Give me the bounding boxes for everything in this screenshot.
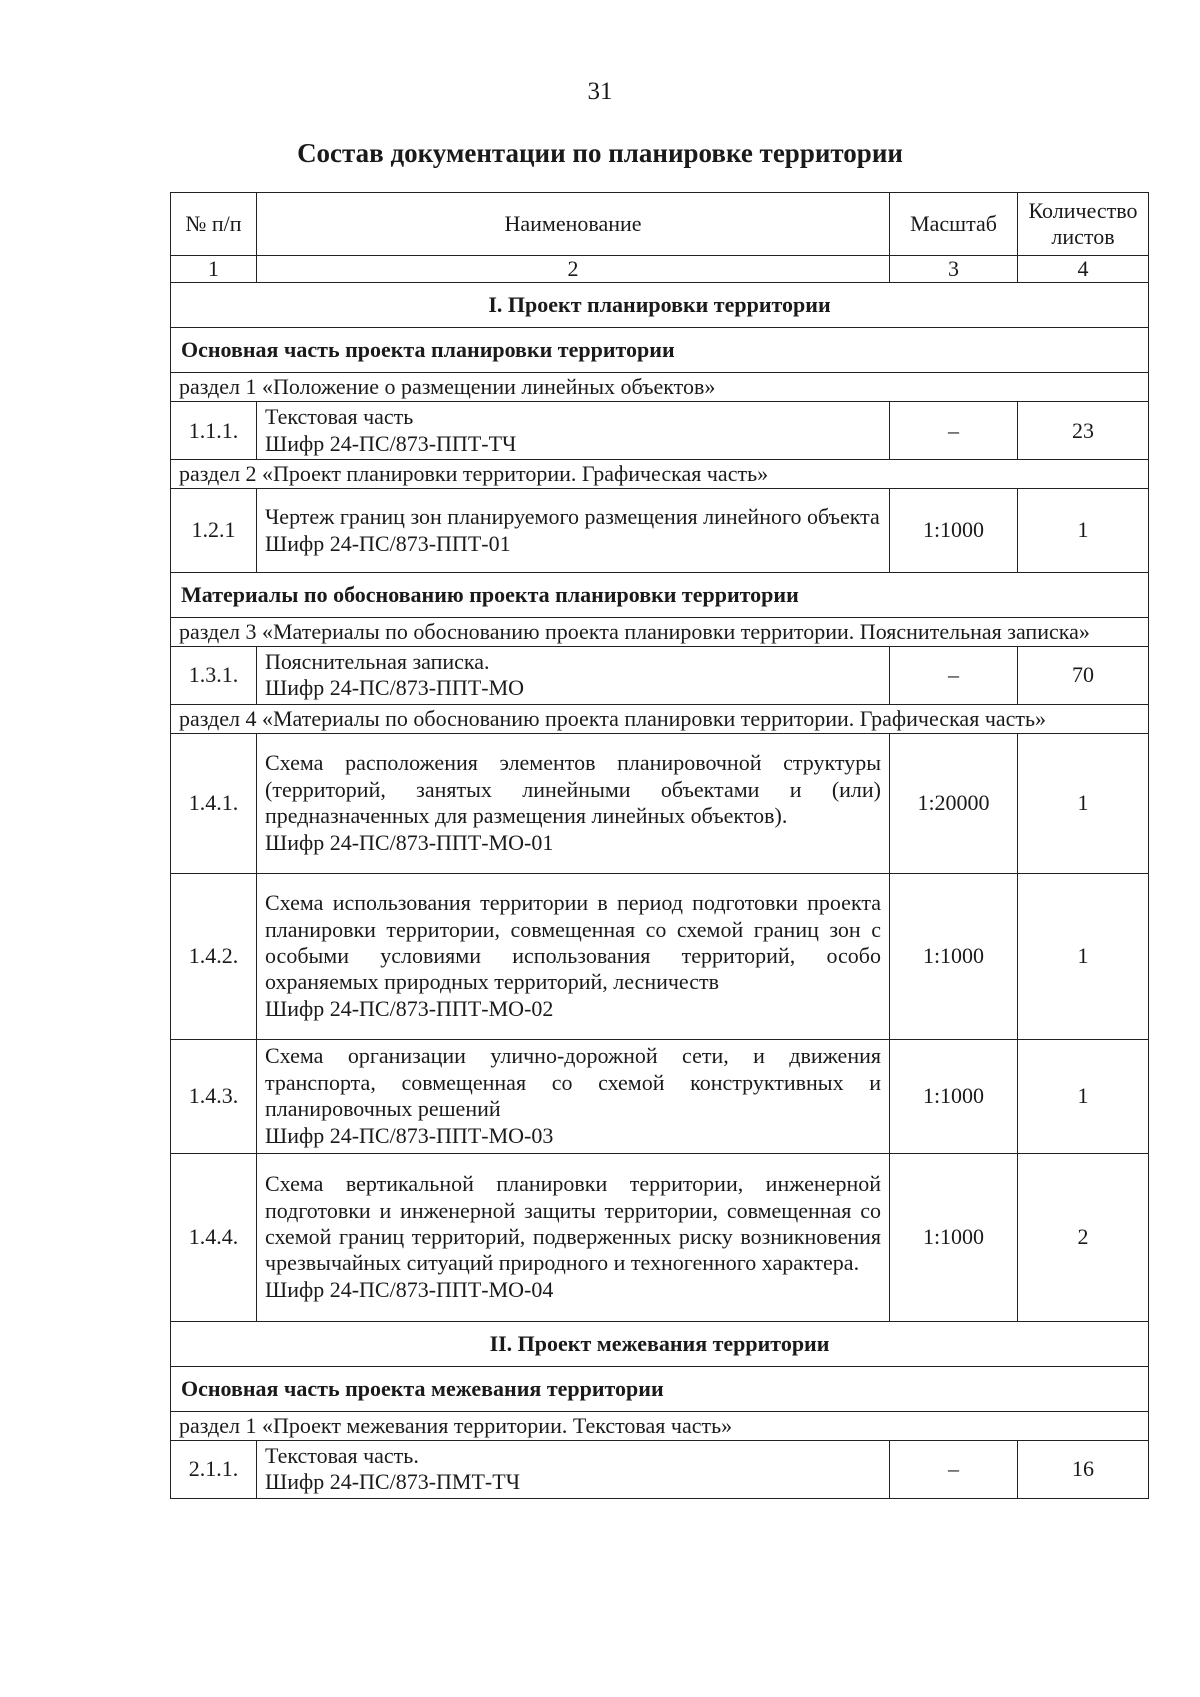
column-number: 1 <box>171 256 257 283</box>
row-cipher: Шифр 24-ПС/873-ППТ-01 <box>265 530 511 556</box>
table-row <box>171 733 1149 873</box>
table-row <box>171 873 1149 1039</box>
row-scale: – <box>890 647 1018 705</box>
subpart-heading-row <box>171 328 1149 373</box>
table-header-row <box>171 193 1149 256</box>
row-scale: – <box>890 1440 1018 1498</box>
row-cipher: Шифр 24-ПС/873-ПМТ-ТЧ <box>265 1469 520 1495</box>
row-number: 1.4.4. <box>171 1153 257 1321</box>
document-title: Состав документации по планировке территории <box>297 138 903 168</box>
row-cipher: Шифр 24-ПС/873-ППТ-МО-04 <box>265 1276 554 1302</box>
part1-title: I. Проект планировки территории <box>171 283 1149 328</box>
row-name: Схема использования территории в период подготовки проекта планировки территории, совмещенная со схемой границ зон с особыми условиями использования территорий, особо охраняемых природных территорий, лесничеств <box>265 890 881 995</box>
row-name-cell <box>257 1153 890 1321</box>
row-name: Текстовая часть. <box>265 1442 419 1468</box>
row-number: 1.2.1 <box>171 489 257 573</box>
table-row <box>171 489 1149 573</box>
page-number: 31 <box>587 78 613 105</box>
row-scale: 1:1000 <box>890 1039 1018 1153</box>
section-row <box>171 1411 1149 1440</box>
part2-section-1-title: раздел 1 «Проект межевания территории. Текстовая часть» <box>171 1411 1149 1440</box>
part-heading-row <box>171 1321 1149 1366</box>
part2-main-title: Основная часть проекта межевания территории <box>171 1366 1149 1411</box>
section-1-title: раздел 1 «Положение о размещении линейных объектов» <box>171 373 1149 402</box>
row-name-cell <box>257 733 890 873</box>
row-scale: 1:1000 <box>890 489 1018 573</box>
header-number: № п/п <box>171 193 257 256</box>
row-number: 1.1.1. <box>171 402 257 460</box>
row-name-cell <box>257 873 890 1039</box>
header-name: Наименование <box>257 193 890 256</box>
row-name-cell <box>257 1440 890 1498</box>
row-number: 1.4.3. <box>171 1039 257 1153</box>
materials-title: Материалы по обоснованию проекта планировки территории <box>171 573 1149 618</box>
section-4-title: раздел 4 «Материалы по обоснованию проекта планировки территории. Графическая часть» <box>171 704 1149 733</box>
row-name: Схема организации улично-дорожной сети, и движения транспорта, совмещенная со схемой конструктивных и планировочных решений <box>265 1043 881 1122</box>
row-name: Текстовая часть <box>265 404 414 430</box>
section-2-title: раздел 2 «Проект планировки территории. Графическая часть» <box>171 460 1149 489</box>
section-row <box>171 618 1149 647</box>
row-sheets: 16 <box>1018 1440 1149 1498</box>
section-row <box>171 704 1149 733</box>
row-name: Схема расположения элементов планировочной структуры (территорий, занятых линейными объектами и (или) предназначенных для размещения линейных объектов). <box>265 750 881 829</box>
part1-main-title: Основная часть проекта планировки территории <box>171 328 1149 373</box>
row-sheets: 70 <box>1018 647 1149 705</box>
table-row <box>171 1153 1149 1321</box>
row-number: 2.1.1. <box>171 1440 257 1498</box>
row-scale: 1:20000 <box>890 733 1018 873</box>
row-scale: 1:1000 <box>890 873 1018 1039</box>
subpart-heading-row <box>171 573 1149 618</box>
part-heading-row <box>171 283 1149 328</box>
row-cipher: Шифр 24-ПС/873-ППТ-ТЧ <box>265 430 517 456</box>
part2-title: II. Проект межевания территории <box>171 1321 1149 1366</box>
row-sheets: 1 <box>1018 733 1149 873</box>
row-name-cell <box>257 647 890 705</box>
header-scale: Масштаб <box>890 193 1018 256</box>
table-row <box>171 647 1149 705</box>
row-name: Пояснительная записка. <box>265 649 490 675</box>
section-3-title: раздел 3 «Материалы по обоснованию проекта планировки территории. Пояснительная записка» <box>171 618 1149 647</box>
row-sheets: 2 <box>1018 1153 1149 1321</box>
row-scale: 1:1000 <box>890 1153 1018 1321</box>
row-name: Схема вертикальной планировки территории, инженерной подготовки и инженерной защиты территории, совмещенная со схемой границ территорий, подверженных риску возникновения чрезвычайных ситуаций природного и техногенного характера. <box>265 1171 881 1276</box>
column-number: 3 <box>890 256 1018 283</box>
row-name-cell <box>257 1039 890 1153</box>
row-sheets: 23 <box>1018 402 1149 460</box>
header-sheets: Количество листов <box>1018 193 1149 256</box>
row-name-cell <box>257 402 890 460</box>
column-number-row <box>171 256 1149 283</box>
row-sheets: 1 <box>1018 489 1149 573</box>
row-number: 1.4.1. <box>171 733 257 873</box>
subpart-heading-row <box>171 1366 1149 1411</box>
column-number: 4 <box>1018 256 1149 283</box>
section-row <box>171 373 1149 402</box>
table-row <box>171 1440 1149 1498</box>
table-row <box>171 1039 1149 1153</box>
row-sheets: 1 <box>1018 873 1149 1039</box>
row-cipher: Шифр 24-ПС/873-ППТ-МО <box>265 675 525 701</box>
column-number: 2 <box>257 256 890 283</box>
row-scale: – <box>890 402 1018 460</box>
table-row <box>171 402 1149 460</box>
documentation-table <box>170 192 1149 1499</box>
row-name: Чертеж границ зон планируемого размещения линейного объекта <box>265 504 880 530</box>
row-number: 1.4.2. <box>171 873 257 1039</box>
row-sheets: 1 <box>1018 1039 1149 1153</box>
row-cipher: Шифр 24-ПС/873-ППТ-МО-03 <box>265 1122 554 1148</box>
row-number: 1.3.1. <box>171 647 257 705</box>
row-name-cell <box>257 489 890 573</box>
row-cipher: Шифр 24-ПС/873-ППТ-МО-01 <box>265 829 554 855</box>
section-row <box>171 460 1149 489</box>
row-cipher: Шифр 24-ПС/873-ППТ-МО-02 <box>265 995 554 1021</box>
